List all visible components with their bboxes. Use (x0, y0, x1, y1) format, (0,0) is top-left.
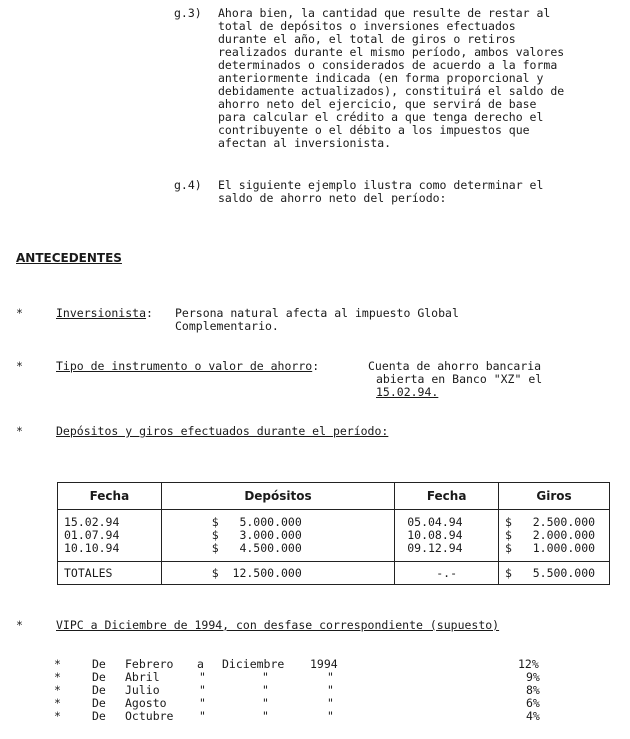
table-row (58, 510, 610, 562)
vipc-anio: " (327, 683, 334, 697)
paragraph-line: realizados durante el mismo período, ambos valores (218, 45, 565, 59)
instrumento-value-line3: 15.02.94. (376, 385, 439, 399)
giro-monto: $ 1.000.000 (505, 541, 596, 555)
total-fecha: -.- (395, 562, 499, 585)
giro-monto: $ 2.500.000 (505, 515, 596, 529)
vipc-mes: Julio (125, 683, 160, 697)
bullet: * (16, 306, 23, 320)
giro-fecha: 10.08.94 (407, 528, 463, 542)
vipc-anio: " (327, 696, 334, 710)
inversionista-label: Inversionista (56, 306, 147, 320)
vipc-anio: " (327, 709, 334, 723)
paragraph-line: saldo de ahorro neto del período: (218, 191, 447, 205)
giro-fecha: 05.04.94 (407, 515, 463, 529)
paragraph-line: El siguiente ejemplo ilustra como determinar el (218, 178, 544, 192)
instrumento-value-line2: abierta en Banco "XZ" el (376, 372, 543, 386)
paragraph-line: anteriormente indicada (en forma proporcional y (218, 71, 544, 85)
inversionista-line2: Complementario. (175, 319, 279, 333)
section-heading-antecedentes: ANTECEDENTES (16, 251, 122, 265)
vipc-mes: Agosto (125, 696, 167, 710)
header-fecha-giros: Fecha (395, 483, 499, 510)
paragraph-line: para calcular el crédito a que tenga derecho el (218, 110, 544, 124)
label-separator: : (146, 306, 153, 320)
vipc-title: VIPC a Diciembre de 1994, con desfase correspondiente (supuesto) (56, 618, 500, 632)
header-depositos: Depósitos (161, 483, 394, 510)
header-fecha-depositos: Fecha (58, 483, 162, 510)
total-label: TOTALES (58, 562, 162, 585)
vipc-a: " (199, 709, 206, 723)
inversionista-row (56, 307, 153, 320)
paragraph-line: afectan al inversionista. (218, 136, 392, 150)
paragraph-g4 (218, 179, 543, 205)
bullet: * (54, 670, 61, 684)
vipc-de: De (92, 709, 106, 723)
item-label-g3: g.3) (174, 6, 202, 20)
table-total-row (58, 562, 610, 585)
item-label-g4: g.4) (174, 178, 202, 192)
paragraph-line: contribuyente o el débito a los impuestos que (218, 123, 530, 137)
instrumento-label: Tipo de instrumento o valor de ahorro (56, 359, 313, 373)
vipc-hasta: Diciembre (222, 657, 285, 671)
label-separator: : (312, 359, 320, 373)
vipc-a: a (197, 657, 204, 671)
vipc-pct: 9% (526, 670, 540, 684)
bullet: * (16, 359, 23, 373)
movements-table (57, 482, 610, 585)
dep-fecha: 10.10.94 (64, 541, 120, 555)
dep-fechas-cell (58, 510, 162, 562)
vipc-de: De (92, 683, 106, 697)
giro-fechas-cell (395, 510, 499, 562)
vipc-pct: 12% (518, 657, 539, 671)
giro-montos-cell (499, 510, 610, 562)
total-giros: $ 5.500.000 (499, 562, 610, 585)
dep-fecha: 15.02.94 (64, 515, 120, 529)
paragraph-line: durante el año, el total de giros o retiros (218, 32, 516, 46)
vipc-a: " (199, 670, 206, 684)
vipc-a: " (199, 696, 206, 710)
vipc-hasta: " (262, 670, 269, 684)
vipc-hasta: " (262, 696, 269, 710)
instrumento-row (56, 360, 319, 373)
vipc-de: De (92, 657, 106, 671)
paragraph-line: total de depósitos o inversiones efectuados (218, 19, 516, 33)
bullet: * (16, 618, 23, 632)
vipc-mes: Abril (125, 670, 160, 684)
vipc-pct: 8% (526, 683, 540, 697)
vipc-de: De (92, 670, 106, 684)
vipc-a: " (199, 683, 206, 697)
paragraph-line: Ahora bien, la cantidad que resulte de restar al (218, 6, 551, 20)
paragraph-line: ahorro neto del ejercicio, que servirá de base (218, 97, 537, 111)
paragraph-line: determinados o considerados de acuerdo a la forma (218, 58, 558, 72)
vipc-mes: Octubre (125, 709, 174, 723)
dep-monto: $ 4.500.000 (211, 541, 302, 555)
vipc-mes: Febrero (125, 657, 174, 671)
dep-montos-cell (161, 510, 394, 562)
bullet: * (54, 657, 61, 671)
table-header-row (58, 483, 610, 510)
vipc-anio: 1994 (310, 657, 338, 671)
giro-monto: $ 2.000.000 (505, 528, 596, 542)
giro-fecha: 09.12.94 (407, 541, 463, 555)
bullet: * (54, 696, 61, 710)
vipc-pct: 6% (526, 696, 540, 710)
paragraph-line: debidamente actualizados), constituirá el saldo de (218, 84, 565, 98)
inversionista-value (175, 307, 459, 333)
total-depositos: $ 12.500.000 (161, 562, 394, 585)
depositos-giros-label: Depósitos y giros efectuados durante el período: (56, 424, 389, 438)
vipc-de: De (92, 696, 106, 710)
header-giros: Giros (499, 483, 610, 510)
paragraph-g3 (218, 7, 564, 150)
dep-monto: $ 5.000.000 (211, 515, 302, 529)
dep-monto: $ 3.000.000 (211, 528, 302, 542)
dep-fecha: 01.07.94 (64, 528, 120, 542)
vipc-pct: 4% (526, 709, 540, 723)
bullet: * (54, 683, 61, 697)
vipc-hasta: " (262, 709, 269, 723)
vipc-hasta: " (262, 683, 269, 697)
instrumento-value-line1: Cuenta de ahorro bancaria (368, 359, 542, 373)
vipc-anio: " (327, 670, 334, 684)
bullet: * (16, 424, 23, 438)
bullet: * (54, 709, 61, 723)
inversionista-line1: Persona natural afecta al impuesto Global (175, 306, 459, 320)
